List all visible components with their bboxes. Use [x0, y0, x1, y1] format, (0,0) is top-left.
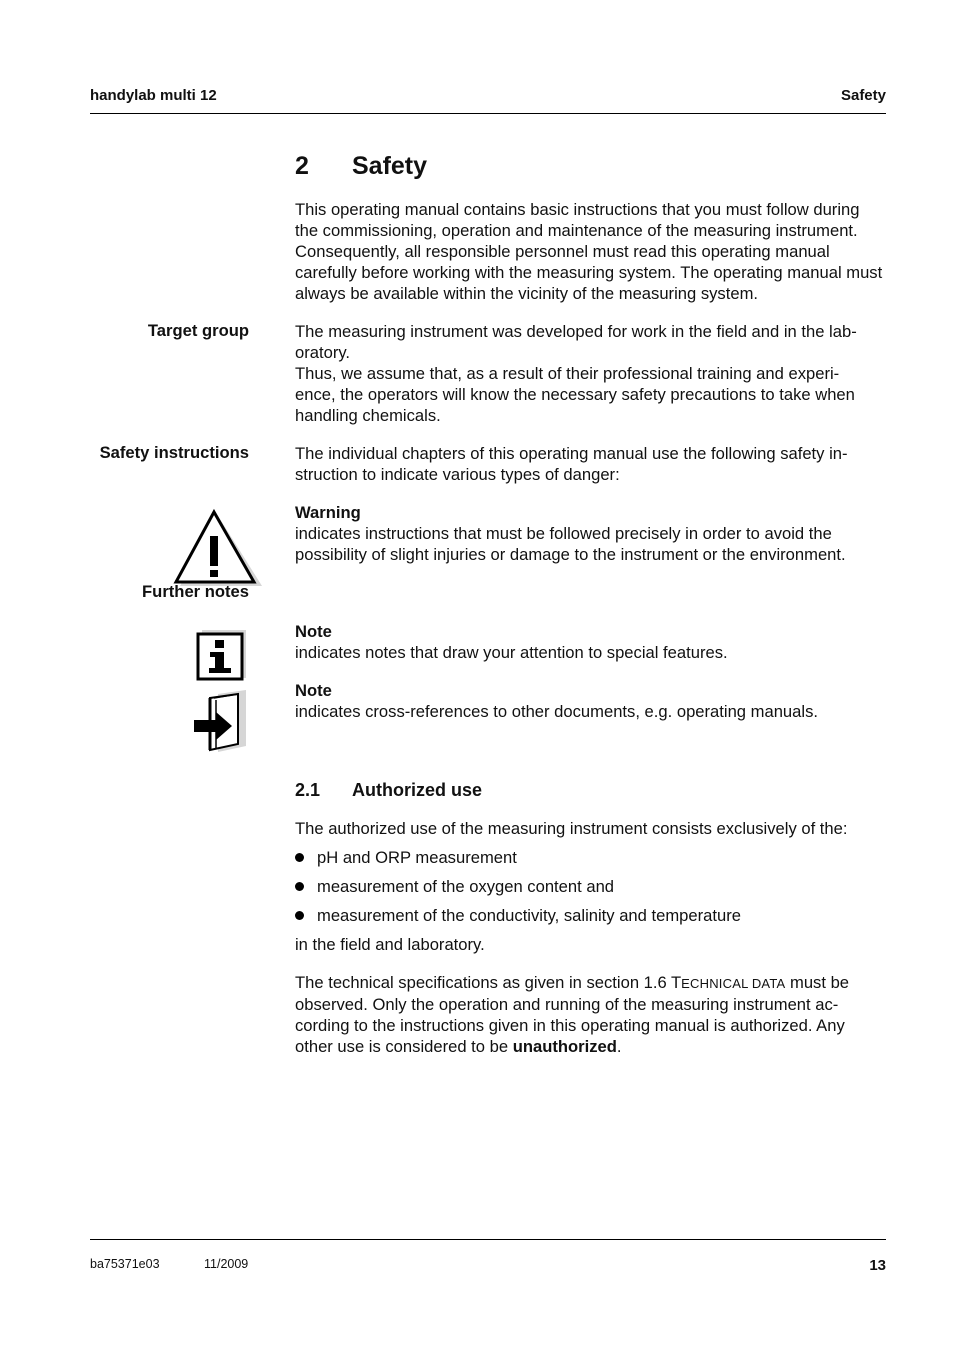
- target-group-text: [295, 321, 887, 426]
- emphasis-text: unauthorized: [512, 1037, 617, 1056]
- intro-paragraph: This operating manual contains basic instructions that you must follow during the commissioning, operation and maintenance of the measuring instrument. Consequently, all responsible personnel must read this operating manual carefully before working with the measuring system. The operating manual must always be available within the vicinity of the measuring system.: [295, 200, 883, 303]
- section-title: Authorized use: [352, 780, 483, 800]
- bullet-icon: [295, 853, 304, 862]
- text-span: The technical specifications as given in section 1.6 T: [295, 973, 682, 992]
- text-line: ence, the operators will know the necessary safety precautions to take when: [295, 385, 855, 404]
- text-line: struction to indicate various types of danger:: [295, 465, 620, 484]
- text-line: oratory.: [295, 343, 351, 362]
- list-item-text: measurement of the conductivity, salinity and temperature: [317, 906, 741, 925]
- list-item: [295, 905, 741, 926]
- warning-triangle-icon: [172, 508, 264, 588]
- warning-title: Warning: [295, 503, 361, 522]
- text-line: [295, 1036, 887, 1057]
- bullet-icon: [295, 911, 304, 920]
- text-line: cording to the instructions given in this operating manual is authorized. Any: [295, 1016, 845, 1035]
- warning-text: indicates instructions that must be followed precisely in order to avoid the possibility of slight injuries or damage to the instrument or the environment.: [295, 524, 846, 564]
- bullet-icon: [295, 882, 304, 891]
- note1-text: indicates notes that draw your attention to special features.: [295, 643, 728, 662]
- technical-data-reference: ECHNICAL DATA: [681, 976, 786, 991]
- list-item-text: measurement of the oxygen content and: [317, 877, 615, 896]
- text-line: The individual chapters of this operating manual use the following safety in-: [295, 444, 848, 463]
- text-span: .: [616, 1037, 622, 1056]
- technical-spec-paragraph: [295, 972, 887, 1057]
- book-reference-icon: [192, 690, 252, 754]
- note2-title: Note: [295, 681, 332, 700]
- note2-text: indicates cross-references to other documents, e.g. operating manuals.: [295, 702, 818, 721]
- footer-date: 11/2009: [204, 1257, 249, 1271]
- text-line: The measuring instrument was developed for work in the field and in the lab-: [295, 322, 857, 341]
- text-line: Thus, we assume that, as a result of their professional training and experi-: [295, 364, 840, 383]
- running-header-left: handylab multi 12: [90, 87, 217, 104]
- list-item: [295, 847, 517, 868]
- footer-rule: [90, 1239, 886, 1240]
- chapter-title: Safety: [352, 152, 428, 180]
- page-number: 13: [869, 1257, 886, 1274]
- running-header-right: Safety: [840, 87, 886, 104]
- section-number: 2.1: [295, 780, 321, 800]
- note1-title: Note: [295, 622, 332, 641]
- header-rule: [90, 113, 886, 114]
- text-line: handling chemicals.: [295, 406, 441, 425]
- authorized-use-after: in the field and laboratory.: [295, 935, 485, 954]
- authorized-use-intro: The authorized use of the measuring instrument consists exclusively of the:: [295, 819, 848, 838]
- chapter-number: 2: [295, 152, 309, 180]
- footer-doc-id: ba75371e03: [90, 1257, 160, 1271]
- text-line: observed. Only the operation and running of the measuring instrument ac-: [295, 995, 839, 1014]
- text-line: [295, 972, 887, 994]
- list-item-text: pH and ORP measurement: [317, 848, 517, 867]
- target-group-label: Target group: [147, 321, 249, 340]
- safety-instructions-text: [295, 443, 887, 485]
- further-notes-label: Further notes: [142, 582, 249, 601]
- text-span: must be: [785, 973, 850, 992]
- safety-instructions-label: Safety instructions: [99, 443, 249, 462]
- info-icon: [196, 628, 248, 682]
- text-span: other use is considered to be: [295, 1037, 513, 1056]
- list-item: [295, 876, 614, 897]
